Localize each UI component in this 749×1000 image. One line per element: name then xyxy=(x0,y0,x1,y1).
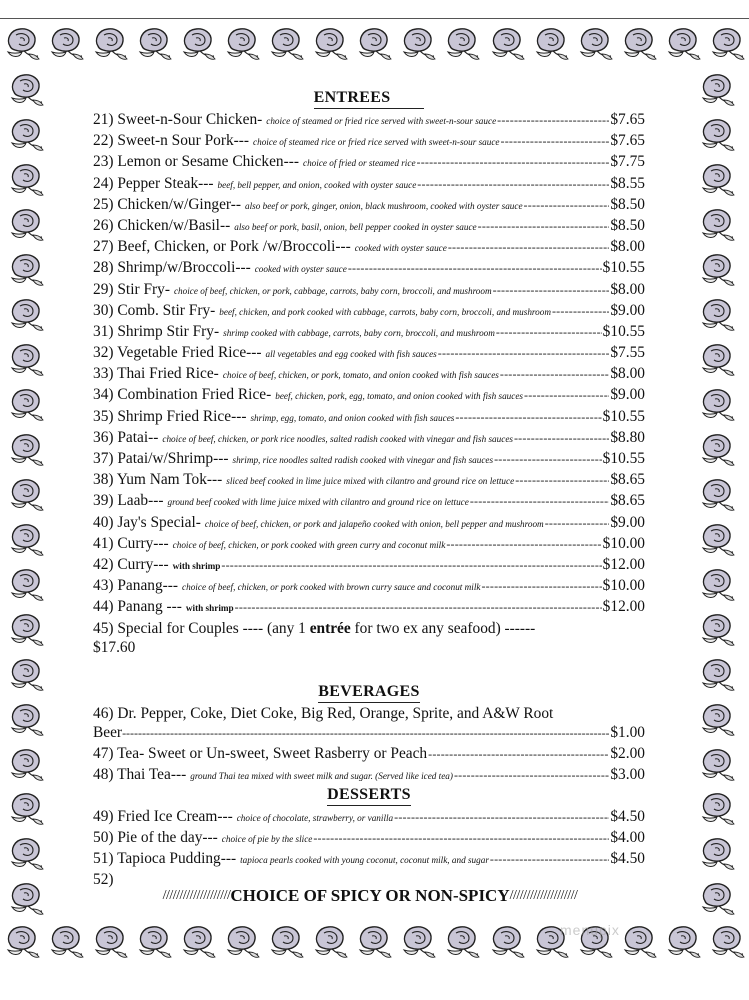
rose-icon xyxy=(663,920,703,960)
item-price: $8.55 xyxy=(610,174,645,192)
menu-item xyxy=(93,427,645,448)
rose-icon xyxy=(6,158,46,198)
item-description: beef, bell pepper, and onion, cooked with oyster sauce xyxy=(217,179,417,190)
item-price: $12.00 xyxy=(602,555,645,573)
item-price: $10.55 xyxy=(602,259,645,277)
rose-icon xyxy=(575,22,615,62)
menu-item-special-for-couples xyxy=(93,619,645,657)
item-name: 41) Curry--- xyxy=(93,534,169,552)
item-description: choice of beef, chicken, or pork rice noodles, salted radish cooked with vinegar and fish sauces xyxy=(162,433,513,444)
rose-icon xyxy=(2,22,42,62)
dot-leader xyxy=(497,110,609,131)
dot-leader xyxy=(446,534,601,555)
dot-leader xyxy=(454,765,609,786)
item-name: 51) Tapioca Pudding--- xyxy=(93,850,237,868)
rose-icon xyxy=(6,743,46,783)
dot-leader xyxy=(524,385,609,406)
item-name: 24) Pepper Steak--- xyxy=(93,174,214,192)
dot-leader xyxy=(448,237,610,258)
menu-item xyxy=(93,257,645,278)
menu-item xyxy=(93,151,645,172)
menu-item xyxy=(93,764,645,785)
rose-icon xyxy=(6,113,46,153)
banner-slashes-right: //////////////////// xyxy=(509,888,578,903)
rose-icon xyxy=(442,920,482,960)
item-price: $7.55 xyxy=(610,344,645,362)
rose-border-right xyxy=(697,66,741,920)
item-name: 22) Sweet-n Sour Pork--- xyxy=(93,132,250,150)
rose-icon xyxy=(2,920,42,960)
beverages-list xyxy=(93,743,645,785)
item-name: 25) Chicken/w/Ginger-- xyxy=(93,195,241,213)
rose-icon xyxy=(6,832,46,872)
menu-item xyxy=(93,406,645,427)
item-price: $2.00 xyxy=(610,744,645,762)
menu-item-blank: 52) xyxy=(93,871,114,889)
rose-icon xyxy=(697,653,737,693)
rose-icon xyxy=(697,338,737,378)
rose-icon xyxy=(697,787,737,827)
rose-icon xyxy=(46,920,86,960)
item-price: $8.00 xyxy=(610,280,645,298)
dot-leader xyxy=(394,807,609,828)
menu-item xyxy=(93,342,645,363)
item-description: with shrimp xyxy=(172,560,221,571)
item-description: beef, chicken, pork, egg, tomato, and onion cooked with fish sauces xyxy=(275,391,524,402)
rose-icon xyxy=(697,383,737,423)
item-name: 48) Thai Tea--- xyxy=(93,765,187,783)
dot-leader xyxy=(514,428,609,449)
rose-icon xyxy=(6,203,46,243)
dot-leader xyxy=(481,576,601,597)
rose-icon xyxy=(487,920,527,960)
item-name: 46) Dr. Pepper, Coke, Diet Coke, Big Red, Orange, Sprite, and A&W Root xyxy=(93,704,554,722)
item-price: $10.55 xyxy=(602,322,645,340)
item-description: shrimp cooked with cabbage, carrots, baby corn, broccoli, and mushroom xyxy=(223,327,495,338)
item-description: beef, chicken, and pork cooked with cabbage, carrots, baby corn, broccoli, and mushroom xyxy=(219,306,551,317)
item-price: $8.65 xyxy=(610,471,645,489)
menu-item xyxy=(93,554,645,575)
item-description: shrimp, rice noodles salted radish cooked with vinegar and fish sauces xyxy=(232,455,494,465)
rose-icon xyxy=(6,68,46,108)
rose-icon xyxy=(310,920,350,960)
rose-icon xyxy=(531,22,571,62)
rose-icon xyxy=(134,22,174,62)
rose-icon xyxy=(6,698,46,738)
rose-icon xyxy=(619,920,659,960)
menu-item xyxy=(93,596,645,617)
item-description: shrimp, egg, tomato, and onion cooked with fish sauces xyxy=(250,412,455,423)
rose-icon xyxy=(222,920,262,960)
item-description: choice of chocolate, strawberry, or vanilla xyxy=(236,812,394,823)
rose-icon xyxy=(697,113,737,153)
rose-icon xyxy=(46,22,86,62)
item-name: 35) Shrimp Fried Rice--- xyxy=(93,407,247,425)
rose-icon xyxy=(697,563,737,603)
dot-leader xyxy=(470,491,610,512)
item-price: $4.00 xyxy=(610,829,645,847)
item-description: choice of beef, chicken, or pork cooked with brown curry sauce and coconut milk xyxy=(182,582,481,593)
desserts-heading: DESSERTS xyxy=(93,785,645,806)
item-name: 28) Shrimp/w/Broccoli--- xyxy=(93,259,251,277)
rose-icon xyxy=(310,22,350,62)
item-name: 44) Panang --- xyxy=(93,598,182,616)
rose-icon xyxy=(487,22,527,62)
dot-leader xyxy=(500,364,609,385)
rose-icon xyxy=(134,920,174,960)
beverages-heading: BEVERAGES xyxy=(93,682,645,703)
item-description: also beef or pork, basil, onion, bell pepper cooked in oyster sauce xyxy=(234,221,477,232)
item-description: also beef or pork, ginger, onion, black mushroom, cooked with oyster sauce xyxy=(245,200,523,211)
rose-icon xyxy=(6,293,46,333)
rose-icon xyxy=(697,293,737,333)
rose-icon xyxy=(697,68,737,108)
menu-item xyxy=(93,490,645,511)
item-name: 33) Thai Fried Rice- xyxy=(93,365,219,383)
dot-leader xyxy=(493,280,610,301)
rose-icon xyxy=(6,787,46,827)
rose-icon xyxy=(697,608,737,648)
rose-icon xyxy=(6,608,46,648)
item-description: tapioca pearls cooked with young coconut, coconut milk, and sugar xyxy=(240,855,489,866)
item-description: choice of beef, chicken, or pork and jalapeño cooked with onion, bell pepper and mushroom xyxy=(204,518,544,529)
menu-item xyxy=(93,806,645,827)
dot-leader xyxy=(501,131,610,152)
menu-content xyxy=(93,88,645,891)
item-name: 45) Special for Couples ---- (any 1 xyxy=(93,619,310,637)
item-price: $10.55 xyxy=(602,407,645,425)
item-name: 47) Tea- Sweet or Un-sweet, Sweet Rasberry or Peach xyxy=(93,744,428,762)
rose-icon xyxy=(90,22,130,62)
banner-slashes-left: //////////////////// xyxy=(162,888,231,903)
rose-icon xyxy=(697,743,737,783)
menu-item-sodas xyxy=(93,704,645,743)
item-name: 43) Panang--- xyxy=(93,577,179,595)
item-name: 49) Fried Ice Cream--- xyxy=(93,807,233,825)
rose-icon xyxy=(178,22,218,62)
item-name: 27) Beef, Chicken, or Pork /w/Broccoli--- xyxy=(93,238,351,256)
item-price: $17.60 xyxy=(93,638,136,656)
menu-item xyxy=(93,448,645,469)
dot-leader xyxy=(545,513,610,534)
rose-icon xyxy=(707,920,747,960)
item-name: 23) Lemon or Sesame Chicken--- xyxy=(93,153,299,171)
item-price: $10.00 xyxy=(602,534,645,552)
menu-item xyxy=(93,236,645,257)
dot-leader xyxy=(417,174,609,195)
rose-icon xyxy=(6,473,46,513)
dot-leader xyxy=(552,301,609,322)
menu-item xyxy=(93,109,645,130)
menu-item xyxy=(93,300,645,321)
item-description: sliced beef cooked in lime juice mixed with cilantro and ground rice on lettuce xyxy=(226,476,515,487)
dot-leader xyxy=(417,152,610,173)
rose-icon xyxy=(90,920,130,960)
rose-icon xyxy=(6,653,46,693)
rose-icon xyxy=(398,920,438,960)
item-price: $8.00 xyxy=(610,365,645,383)
rose-icon xyxy=(266,920,306,960)
dot-leader xyxy=(455,407,601,428)
banner-text: CHOICE OF SPICY OR NON-SPICY xyxy=(230,886,510,905)
item-name-tail: for two ex any seafood) ------ xyxy=(350,619,536,637)
item-description: choice of steamed or fried rice served with sweet-n-sour sauce xyxy=(266,116,497,126)
item-price: $7.75 xyxy=(610,153,645,171)
rose-icon xyxy=(354,920,394,960)
dot-leader xyxy=(478,216,610,237)
dot-leader xyxy=(524,195,610,216)
item-name-tail: Beer xyxy=(93,723,123,741)
rose-icon xyxy=(266,22,306,62)
item-price: $9.00 xyxy=(610,301,645,319)
rose-icon xyxy=(697,473,737,513)
dot-leader xyxy=(235,597,602,618)
item-description: cooked with oyster sauce xyxy=(254,264,347,275)
rose-icon xyxy=(222,22,262,62)
dot-leader xyxy=(428,744,609,765)
item-price: $10.55 xyxy=(602,450,645,467)
rose-icon xyxy=(178,920,218,960)
item-name: 38) Yum Nam Tok--- xyxy=(93,471,223,489)
item-name: 39) Laab--- xyxy=(93,492,164,510)
item-description: choice of beef, chicken, or pork cooked with green curry and coconut milk xyxy=(172,539,446,550)
item-description: choice of fried or steamed rice xyxy=(303,158,416,169)
item-price: $12.00 xyxy=(602,598,645,616)
item-price: $7.65 xyxy=(610,111,645,128)
item-description: ground Thai tea mixed with sweet milk and sugar. (Served like iced tea) xyxy=(190,770,453,781)
menu-item xyxy=(93,194,645,215)
item-name-bold: entrée xyxy=(309,619,351,637)
dot-leader xyxy=(221,555,601,576)
item-name: 36) Patai-- xyxy=(93,428,159,446)
rose-icon xyxy=(697,518,737,558)
dot-leader xyxy=(438,343,610,364)
dot-leader xyxy=(313,828,609,849)
rose-icon xyxy=(697,698,737,738)
rose-icon xyxy=(707,22,747,62)
item-description: all vegetables and egg cooked with fish sauces xyxy=(265,349,437,360)
rose-icon xyxy=(619,22,659,62)
dot-leader xyxy=(122,724,609,743)
rose-icon xyxy=(398,22,438,62)
item-price: $8.50 xyxy=(610,195,645,213)
rose-icon xyxy=(6,248,46,288)
item-name: 31) Shrimp Stir Fry- xyxy=(93,322,220,340)
rose-icon xyxy=(697,877,737,917)
menu-item xyxy=(93,173,645,194)
rose-icon xyxy=(6,428,46,468)
item-name: 32) Vegetable Fried Rice--- xyxy=(93,344,262,362)
item-name: 37) Patai/w/Shrimp--- xyxy=(93,450,229,467)
item-name: 30) Comb. Stir Fry- xyxy=(93,301,216,319)
item-price: $4.50 xyxy=(610,850,645,868)
item-price: $1.00 xyxy=(610,723,645,741)
menu-item xyxy=(93,575,645,596)
menu-item xyxy=(93,215,645,236)
item-price: $3.00 xyxy=(610,765,645,783)
dot-leader xyxy=(348,258,602,279)
item-price: $9.00 xyxy=(610,513,645,531)
rose-icon xyxy=(6,518,46,558)
menu-item xyxy=(93,363,645,384)
rose-icon xyxy=(354,22,394,62)
rose-icon xyxy=(697,248,737,288)
dot-leader xyxy=(496,322,602,343)
item-name: 42) Curry--- xyxy=(93,555,169,573)
item-description: with shrimp xyxy=(185,603,234,614)
rose-icon xyxy=(697,832,737,872)
item-description: cooked with oyster sauce xyxy=(354,243,447,254)
dot-leader xyxy=(490,849,609,870)
menu-item xyxy=(93,321,645,342)
item-description: choice of beef, chicken, or pork, tomato, and onion cooked with fish sauces xyxy=(222,370,499,381)
rose-icon xyxy=(6,383,46,423)
item-name: 29) Stir Fry- xyxy=(93,280,170,298)
item-description: ground beef cooked with lime juice mixed with cilantro and ground rice on lettuce xyxy=(167,497,469,508)
rose-border-left xyxy=(6,66,50,920)
dot-leader xyxy=(515,470,609,491)
menu-item xyxy=(93,533,645,554)
menu-item xyxy=(93,512,645,533)
rose-icon xyxy=(697,158,737,198)
item-name: 50) Pie of the day--- xyxy=(93,829,218,847)
menu-item xyxy=(93,384,645,405)
rose-icon xyxy=(697,203,737,243)
desserts-list xyxy=(93,806,645,870)
item-name: 26) Chicken/w/Basil-- xyxy=(93,216,231,234)
menu-item xyxy=(93,469,645,490)
menu-item xyxy=(93,130,645,151)
item-description: choice of beef, chicken, or pork, cabbage, carrots, baby corn, broccoli, and mushroom xyxy=(173,285,492,296)
rose-icon xyxy=(6,877,46,917)
menu-item xyxy=(93,743,645,764)
rose-border-top xyxy=(0,22,749,66)
spicy-choice-banner xyxy=(95,884,645,908)
entrees-heading: ENTREES xyxy=(93,88,645,109)
rose-icon xyxy=(442,22,482,62)
rose-icon xyxy=(6,563,46,603)
menu-item xyxy=(93,827,645,848)
item-price: $8.65 xyxy=(610,492,645,510)
item-name: 21) Sweet-n-Sour Chicken- xyxy=(93,111,263,128)
item-price: $8.00 xyxy=(610,238,645,256)
menu-item xyxy=(93,848,645,869)
item-price: $8.50 xyxy=(610,216,645,234)
item-name: 34) Combination Fried Rice- xyxy=(93,386,272,404)
watermark: menupix xyxy=(560,922,620,938)
item-description: choice of steamed rice or fried rice served with sweet-n-sour sauce xyxy=(253,137,500,148)
item-price: $4.50 xyxy=(610,807,645,825)
item-price: $7.65 xyxy=(610,132,645,150)
item-price: $8.80 xyxy=(610,428,645,446)
dot-leader xyxy=(494,449,602,470)
item-description: choice of pie by the slice xyxy=(221,834,313,845)
menu-item xyxy=(93,279,645,300)
item-price: $9.00 xyxy=(610,386,645,404)
entrees-list xyxy=(93,109,645,618)
rose-border-bottom xyxy=(0,920,749,970)
rose-icon xyxy=(6,338,46,378)
rose-icon xyxy=(697,428,737,468)
rose-icon xyxy=(663,22,703,62)
item-price: $10.00 xyxy=(602,577,645,595)
top-edge xyxy=(0,0,749,19)
item-name: 40) Jay's Special- xyxy=(93,513,201,531)
